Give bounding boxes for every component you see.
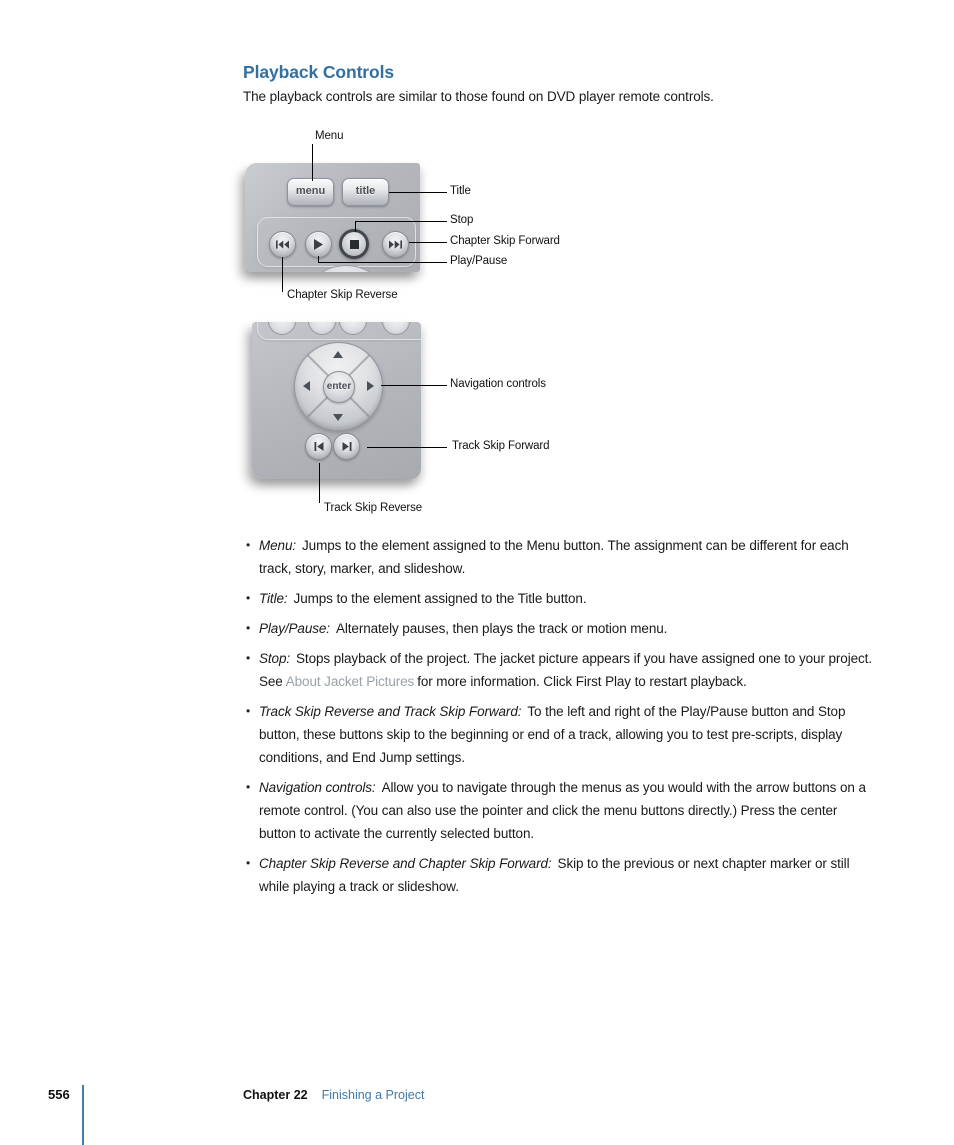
list-item (243, 534, 873, 580)
play-icon (314, 239, 323, 250)
track-skip-forward-icon (342, 442, 352, 451)
list-item (243, 647, 873, 693)
callout-line (318, 262, 447, 263)
bullet-text: for more information. Click First Play to restart playback. (417, 674, 747, 689)
list-item (243, 852, 873, 898)
callout-line (381, 385, 447, 386)
intro-paragraph: The playback controls are similar to those found on DVD player remote controls. (243, 89, 714, 104)
callout-line (367, 447, 447, 448)
callout-track-skip-reverse: Track Skip Reverse (324, 502, 423, 514)
skip-reverse-icon (276, 240, 289, 249)
bullet-lead: Track Skip Reverse and Track Skip Forward: (259, 704, 522, 719)
callout-play-pause: Play/Pause (450, 255, 508, 267)
callout-line (409, 242, 447, 243)
bullet-text: Allow you to navigate through the menus as you would with the arrow buttons on a remote control. (You can also use the pointer and click the menu buttons directly.) Press the center button to activate the currently selected button. (259, 780, 866, 841)
bullet-lead: Play/Pause: (259, 621, 330, 636)
remote-navigation-figure (245, 315, 580, 527)
callout-menu: Menu (315, 130, 344, 142)
callout-line (282, 257, 283, 292)
stop-icon (350, 240, 359, 249)
chapter-title-link[interactable]: Finishing a Project (321, 1088, 425, 1102)
list-item (243, 700, 873, 769)
transport-inset-bottom (257, 322, 421, 340)
callout-line (389, 192, 447, 193)
bullet-list (243, 534, 873, 905)
callout-chapter-skip-reverse: Chapter Skip Reverse (287, 289, 398, 301)
track-skip-reverse-icon (314, 442, 324, 451)
track-skip-reverse-button (305, 433, 332, 460)
arrow-left-icon (303, 381, 310, 391)
bullet-lead: Stop: (259, 651, 291, 666)
chapter-skip-forward-button (382, 231, 409, 258)
skip-forward-icon (389, 240, 402, 249)
footer-divider (82, 1085, 84, 1145)
callout-line (312, 144, 313, 181)
list-item (243, 776, 873, 845)
callout-navigation-controls: Navigation controls (450, 378, 546, 390)
callout-title: Title (450, 185, 471, 197)
stop-button (339, 229, 369, 259)
list-item (243, 617, 873, 640)
page-number: 556 (48, 1087, 70, 1102)
callout-line (355, 221, 356, 232)
bullet-text: Alternately pauses, then plays the track or motion menu. (335, 621, 668, 636)
callout-track-skip-forward: Track Skip Forward (452, 440, 550, 452)
enter-button: enter (323, 371, 355, 403)
arrow-down-icon (333, 414, 343, 421)
bullet-text: Jumps to the element assigned to the Title button. (293, 591, 587, 606)
navigation-wheel (294, 342, 383, 431)
remote-transport-figure (245, 128, 580, 310)
page-title: Playback Controls (243, 62, 394, 82)
remote-panel-image (245, 163, 420, 272)
remote-panel-image (252, 322, 421, 479)
footer-chapter (243, 1088, 424, 1102)
chapter-skip-reverse-button (269, 231, 296, 258)
bullet-text: To the left and right of the Play/Pause button and Stop button, these buttons skip to the beginning or end of a track, allowing you to test pre-scripts, display conditions, and End Jump settings. (259, 704, 846, 765)
arrow-right-icon (367, 381, 374, 391)
track-skip-forward-button (333, 433, 360, 460)
chapter-label: Chapter 22 (243, 1088, 308, 1102)
callout-stop: Stop (450, 214, 474, 226)
callout-chapter-skip-forward: Chapter Skip Forward (450, 235, 560, 247)
bullet-text: Jumps to the element assigned to the Menu button. The assignment can be different for each track, story, marker, and slideshow. (259, 538, 849, 576)
bullet-lead: Title: (259, 591, 288, 606)
arrow-up-icon (333, 351, 343, 358)
bullet-lead: Chapter Skip Reverse and Chapter Skip Forward: (259, 856, 552, 871)
bullet-lead: Menu: (259, 538, 297, 553)
callout-line (319, 463, 320, 503)
bullet-text: Stops playback of the project. The jacket picture appears if you have assigned one to your project. See (259, 651, 872, 689)
callout-line (355, 221, 447, 222)
list-item (243, 587, 873, 610)
bullet-lead: Navigation controls: (259, 780, 376, 795)
play-pause-button (305, 231, 332, 258)
menu-button: menu (287, 178, 334, 206)
title-button: title (342, 178, 389, 206)
bullet-text: Skip to the previous or next chapter marker or still while playing a track or slideshow. (259, 856, 850, 894)
about-jacket-pictures-link[interactable]: About Jacket Pictures (285, 674, 415, 689)
